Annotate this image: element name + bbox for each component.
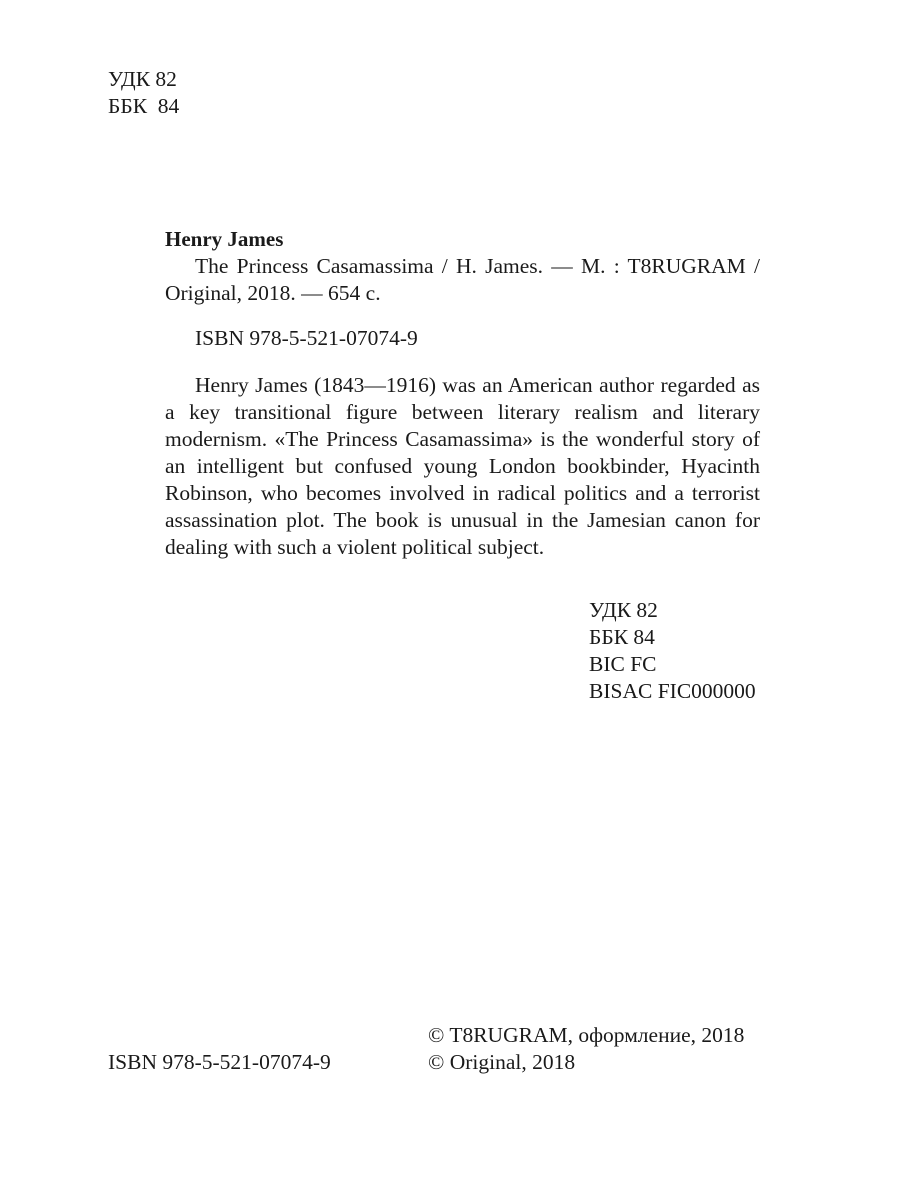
abstract: Henry James (1843—1916) was an American author regarded as a key transitional figure between literary realism and literary modernism. «The Princess Casamassima» is the wonderful story of an intelligent but confused young London bookbinder, Hyacinth Robinson, who becomes involved in radical politics and a terrorist assassination plot. The book is unusual in the Jamesian canon for dealing with such a violent political subject.	[165, 373, 760, 559]
copyright-line: © Original, 2018	[428, 1050, 576, 1074]
isbn: ISBN 978-5-521-07074-9	[195, 326, 418, 350]
bibliographic-record	[165, 226, 760, 561]
udk-code: УДК 82	[108, 67, 177, 91]
bbk-code: ББК 84	[108, 94, 180, 118]
udk-code: УДК 82	[589, 598, 658, 622]
copyright-notice	[428, 1022, 744, 1076]
copyright-line: © T8RUGRAM, оформление, 2018	[428, 1023, 745, 1047]
bbk-code: ББК 84	[589, 625, 655, 649]
bic-code: BIC FC	[589, 652, 657, 676]
citation: The Princess Casamassima / H. James. — M. : T8RUGRAM / Original, 2018. — 654 c.	[165, 254, 760, 305]
bisac-code: BISAC FIC000000	[589, 679, 756, 703]
top-classification-codes	[108, 66, 179, 120]
right-classification-codes	[589, 597, 756, 705]
footer-isbn: ISBN 978-5-521-07074-9	[108, 1050, 331, 1074]
author-name: Henry James	[165, 227, 284, 251]
